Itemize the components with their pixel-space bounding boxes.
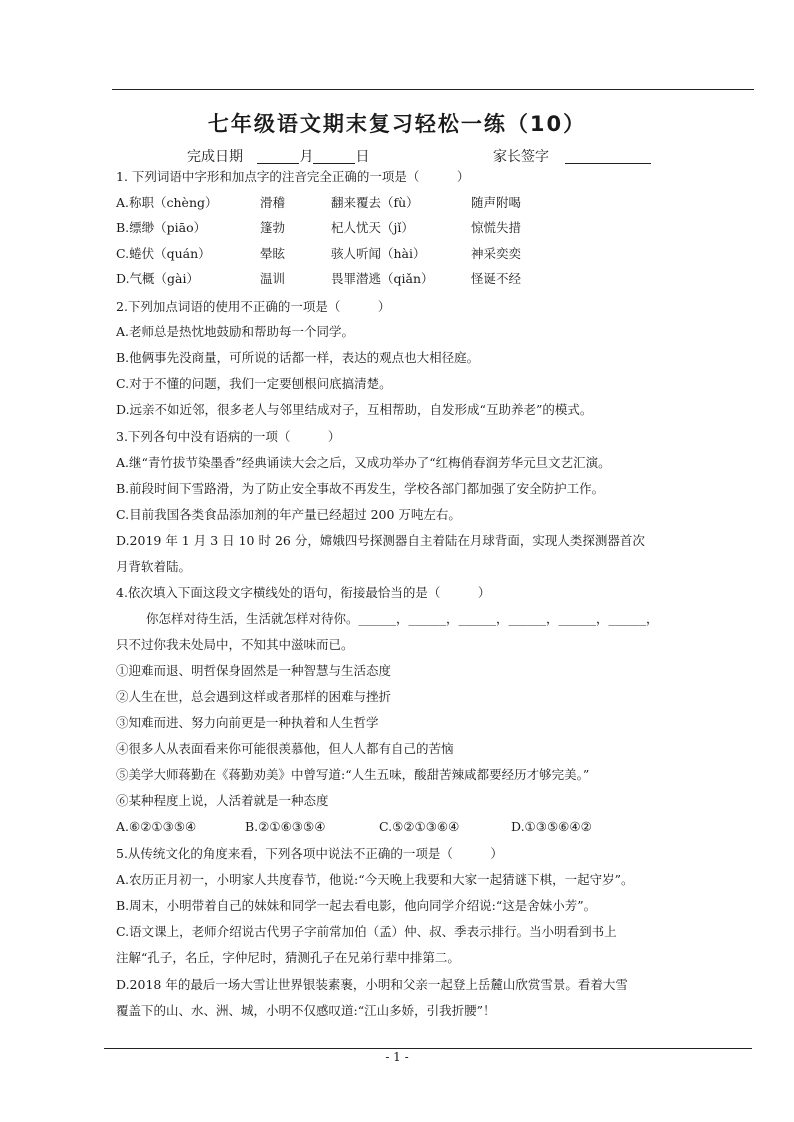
- q2-stem: 2.下列加点词语的使用不正确的一项是（ ）: [116, 299, 391, 314]
- footer-rule: [104, 1048, 752, 1049]
- q5-option-c: C.语文课上，老师介绍说古代男子字前常加伯（孟）仲、叔、季表示排行。当小明看到书上: [116, 924, 617, 939]
- q1-cell: 骇人听闻（hài）: [331, 246, 426, 261]
- q1-cell: A.称职（chèng）: [116, 195, 218, 210]
- q2-option-d: D.远亲不如近邻，很多老人与邻里结成对子，互相帮助，自发形成“互助养老”的模式。: [116, 402, 593, 417]
- q4-option-b: B.②①⑥③⑤④: [245, 819, 326, 834]
- q4-sentence-3: ③知难而进、努力向前更是一种执着和人生哲学: [116, 715, 379, 730]
- q3-stem: 3.下列各句中没有语病的一项（ ）: [116, 429, 341, 444]
- q4-stem: 4.依次填入下面这段文字横线处的语句，衔接最恰当的是（ ）: [116, 585, 491, 600]
- q4-sentence-4: ④很多人从表面看来你可能很羡慕他，但人人都有自己的苦恼: [116, 741, 454, 756]
- q1-stem: 1. 下列词语中字形和加点字的注音完全正确的一项是（ ）: [116, 169, 470, 184]
- parent-signature-label: 家长签字: [493, 149, 549, 165]
- q4-sentence-5: ⑤美学大师蒋勤在《蒋勤劝美》中曾写道:“人生五味，酸甜苦辣咸都要经历才够完美。”: [116, 767, 590, 782]
- q1-cell: 晕眩: [260, 246, 286, 261]
- q4-option-c: C.⑤②①③⑥④: [379, 819, 460, 834]
- q2-option-a: A.老师总是热忱地鼓励和帮助每一个同学。: [116, 324, 355, 339]
- q1-cell: 篷勃: [260, 220, 286, 235]
- q4-sentence-2: ②人生在世，总会遇到这样或者那样的困难与挫折: [116, 689, 392, 704]
- q1-cell: 温训: [260, 271, 286, 286]
- q5-option-d: D.2018 年的最后一场大雪让世界银装素裹，小明和父亲一起登上岳麓山欣赏雪景。看着大雪: [116, 977, 628, 992]
- q3-option-d: D.2019 年 1 月 3 日 10 时 26 分，嫦娥四号探测器自主着陆在月球背面，实现人类探测器首次: [116, 533, 645, 548]
- q4-option-d: D.①③⑤⑥④②: [511, 819, 592, 834]
- q5-option-a: A.农历正月初一，小明家人共度春节，他说:“今天晚上我要和大家一起猜谜下棋，一起守岁”。: [116, 872, 634, 887]
- q2-option-c: C.对于不懂的问题，我们一定要刨根问底搞清楚。: [116, 376, 392, 391]
- q3-option-a: A.继“青竹拔节染墨香”经典诵读大会之后，又成功举办了“红梅俏春润芳华元旦文艺汇演。: [116, 455, 611, 470]
- q1-cell: C.蜷伏（quán）: [116, 246, 211, 261]
- parent-signature-field: [493, 146, 651, 166]
- month-label: 月: [299, 149, 314, 165]
- completion-date-field: [187, 146, 369, 166]
- parent-signature-blank[interactable]: [565, 149, 651, 164]
- q2-option-b: B.他俩事先没商量，可所说的话都一样，表达的观点也大相径庭。: [116, 350, 480, 365]
- page-number: - 1 -: [385, 1050, 409, 1064]
- q1-cell: 畏罪潜逃（qiǎn）: [331, 271, 434, 286]
- q4-option-a: A.⑥②①③⑤④: [116, 819, 197, 834]
- q1-cell: 滑稽: [260, 195, 286, 210]
- q1-cell: 随声附喝: [471, 195, 522, 210]
- q3-option-b: B.前段时间下雪路滑，为了防止安全事故不再发生，学校各部门都加强了安全防护工作。: [116, 481, 605, 496]
- q3-option-c: C.目前我国各类食品添加剂的年产量已经超过 200 万吨左右。: [116, 507, 461, 522]
- header-rule: [112, 89, 754, 90]
- q1-cell: 翻来覆去（fù）: [331, 195, 419, 210]
- q5-stem: 5.从传统文化的角度来看，下列各项中说法不正确的一项是（ ）: [116, 846, 503, 861]
- q1-cell: 杞人忧天（jǐ）: [331, 220, 414, 235]
- q5-option-d-continued: 覆盖下的山、水、洲、城，小明不仅感叹道:“江山多娇，引我折腰”！: [116, 1003, 496, 1018]
- q4-passage-continued: 只不过你我未处局中，不知其中滋味而已。: [116, 637, 354, 652]
- q4-passage: 你怎样对待生活，生活就怎样对待你。______，______，______，______，______，______，: [146, 611, 659, 626]
- q4-sentence-1: ①迎难而退、明哲保身固然是一种智慧与生活态度: [116, 663, 392, 678]
- q1-cell: D.气概（gài）: [116, 271, 200, 286]
- q1-cell: 怪诞不经: [471, 271, 522, 286]
- q5-option-c-continued: 注解“孔子，名丘，字仲尼时，猜测孔子在兄弟行辈中排第二。: [116, 950, 460, 965]
- q1-cell: 惊慌失措: [471, 220, 522, 235]
- q3-option-d-continued: 月背软着陆。: [116, 559, 192, 574]
- page-title: 七年级语文期末复习轻松一练（10）: [207, 112, 587, 136]
- month-blank[interactable]: [257, 149, 299, 164]
- day-blank[interactable]: [313, 149, 355, 164]
- q5-option-b: B.周末，小明带着自己的妹妹和同学一起去看电影，他向同学介绍说:“这是舍妹小芳”。: [116, 898, 597, 913]
- day-label: 日: [355, 149, 370, 165]
- completion-date-label: 完成日期: [187, 149, 243, 165]
- q1-cell: B.缥缈（piāo）: [116, 220, 207, 235]
- q1-cell: 神采奕奕: [471, 246, 522, 261]
- q4-sentence-6: ⑥某种程度上说，人活着就是一种态度: [116, 793, 329, 808]
